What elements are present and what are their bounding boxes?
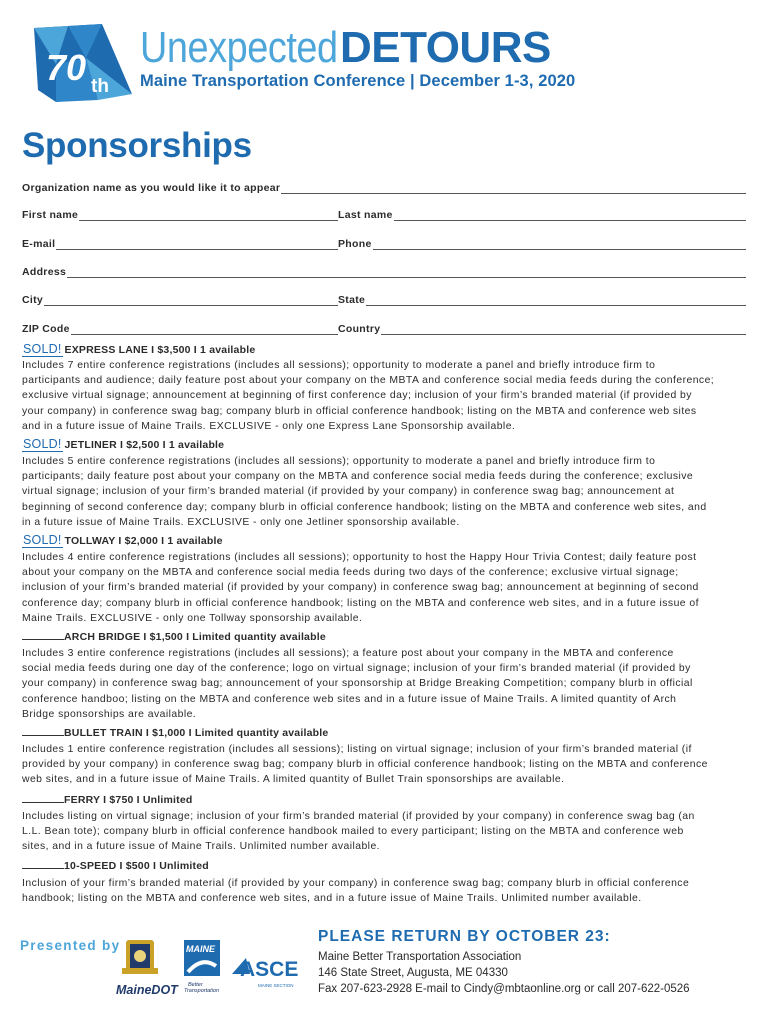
description-line: web sites, and in a future issue of Maine Trails. A limited quantity of Bullet Train sponsorships are available. xyxy=(22,774,565,786)
page-title: Sponsorships xyxy=(22,126,252,165)
description-line: Maine Trails. EXCLUSIVE - only one Tollway sponsorship available. xyxy=(22,612,363,624)
svg-text:MAINE: MAINE xyxy=(186,944,215,954)
description-line: conference handboo; listing on the MBTA and conference web sites and in a future issue of Maine Trails. A limited quantity of Arch xyxy=(22,693,677,705)
mbta-logo-icon xyxy=(184,940,220,994)
description-line: sites, and in a future issue of Maine Trails. Unlimited number available. xyxy=(22,841,381,853)
city-line[interactable] xyxy=(44,295,338,306)
state-label: State xyxy=(338,294,366,306)
svg-text:Transportation: Transportation xyxy=(184,988,220,994)
org-name-field[interactable] xyxy=(22,180,746,194)
description-line: your company) in conference swag bag; company blurb in official conference handbook; listing on the MBTA and conference web sites xyxy=(22,405,697,417)
country-field[interactable] xyxy=(338,321,746,335)
tier-description-tollway xyxy=(22,550,748,626)
city-field[interactable] xyxy=(22,292,338,306)
description-line: Includes 3 entire conference registrations (includes all sessions); a feature post about your company in the MBTA and conference xyxy=(22,648,674,659)
description-line: participants; daily feature post about your company on the MBTA and conference social media feeds during the conference; exclusive xyxy=(22,471,694,483)
phone-line[interactable] xyxy=(373,239,746,250)
quantity-blank[interactable] xyxy=(22,727,64,736)
return-address: 146 State Street, Augusta, ME 04330 xyxy=(318,967,508,979)
description-line: social media feeds during one day of the conference; logo on virtual signage; inclusion of your firm’s branded material (if provided by xyxy=(22,663,691,675)
state-line[interactable] xyxy=(366,295,746,306)
email-field[interactable] xyxy=(22,236,338,250)
svg-text:ASCE: ASCE xyxy=(240,958,299,981)
svg-text:MAINE SECTION: MAINE SECTION xyxy=(258,983,294,988)
description-line: L.L. Bean tote); company blurb in official conference handbook mailed to every participant; listing on the MBTA and conference web xyxy=(22,826,684,838)
description-line: about your company on the MBTA and conference social media feeds during two days of the conference; exclusive virtual signage; xyxy=(22,567,679,579)
quantity-blank[interactable] xyxy=(22,631,64,640)
tier-heading-jetliner xyxy=(22,437,224,451)
conference-logo-badge xyxy=(28,24,132,102)
org-name-line[interactable] xyxy=(281,183,746,194)
description-line: participants and audience; daily feature post about your company on the MBTA and conference social media feeds during the conference; xyxy=(22,375,715,387)
return-org-name: Maine Better Transportation Association xyxy=(318,951,522,963)
sponsor-logos xyxy=(112,932,302,1004)
tier-description-ferry xyxy=(22,809,748,855)
asce-logo-icon xyxy=(232,958,298,988)
conference-title xyxy=(140,23,551,72)
presented-by-label: Presented by xyxy=(20,938,121,953)
description-line: beginning of second conference day; company blurb in official conference handbook; listing on the MBTA and conference web sites, and xyxy=(22,501,707,513)
state-field[interactable] xyxy=(338,292,746,306)
description-line: Inclusion of your firm’s branded material (if provided by your company) in conference swag bag; company blurb in official conference xyxy=(22,878,690,889)
first-name-line[interactable] xyxy=(79,210,338,221)
tier-title: JETLINER I $2,500 I 1 available xyxy=(64,439,225,451)
conference-subtitle: Maine Transportation Conference | December 1-3, 2020 xyxy=(140,72,576,90)
tier-heading-tollway xyxy=(22,533,223,547)
description-line: Includes 4 entire conference registrations (includes all sessions); opportunity to host the Happy Hour Trivia Contest; daily feature post xyxy=(22,552,697,563)
last-name-line[interactable] xyxy=(394,210,746,221)
maine-seal-icon xyxy=(122,940,158,974)
tier-description-10-speed xyxy=(22,876,748,906)
conference-title-part1: Unexpected xyxy=(140,23,338,72)
tier-title: BULLET TRAIN I $1,000 I Limited quantity available xyxy=(64,727,329,739)
zip-field[interactable] xyxy=(22,321,338,335)
tier-description-bullet-train xyxy=(22,742,748,788)
address-field[interactable] xyxy=(22,264,746,278)
zip-label: ZIP Code xyxy=(22,323,70,335)
conference-title-part2: DETOURS xyxy=(340,23,551,72)
first-name-field[interactable] xyxy=(22,207,338,221)
tier-title: ARCH BRIDGE I $1,500 I Limited quantity available xyxy=(64,631,326,643)
country-label: Country xyxy=(338,323,381,335)
tier-description-jetliner xyxy=(22,454,748,530)
tier-heading-arch-bridge xyxy=(22,631,326,643)
sold-mark: SOLD! xyxy=(23,533,62,547)
description-line: handbook; listing on the MBTA and conference web sites, and in a future issue of Maine Trails. Unlimited number available. xyxy=(22,893,642,905)
maine-dot-logo-text: MaineDOT xyxy=(116,983,178,997)
tier-title: FERRY I $750 I Unlimited xyxy=(64,794,193,806)
last-name-field[interactable] xyxy=(338,207,746,221)
tier-heading-10-speed xyxy=(22,860,209,872)
description-line: and in a future issue of Maine Trails. EXCLUSIVE - only one Express Lane Sponsorship available. xyxy=(22,420,516,432)
phone-field[interactable] xyxy=(338,236,746,250)
quantity-blank[interactable] xyxy=(22,794,64,803)
description-line: Bridge sponsorships are available. xyxy=(22,708,197,720)
description-line: exclusive virtual signage; announcement at beginning of first conference day; inclusion of your firm’s branded material (if provided by xyxy=(22,390,692,402)
last-name-label: Last name xyxy=(338,209,393,221)
quantity-blank[interactable] xyxy=(22,860,64,869)
sold-mark: SOLD! xyxy=(23,437,62,451)
tier-title: TOLLWAY I $2,000 I 1 available xyxy=(64,535,223,547)
zip-line[interactable] xyxy=(71,324,338,335)
tier-description-express-lane xyxy=(22,358,748,434)
country-line[interactable] xyxy=(381,324,746,335)
email-label: E-mail xyxy=(22,238,56,250)
tier-heading-ferry xyxy=(22,794,193,806)
sold-mark: SOLD! xyxy=(23,342,62,356)
tier-heading-express-lane xyxy=(22,342,255,356)
badge-number: 70 xyxy=(46,47,87,88)
tier-title: 10-SPEED I $500 I Unlimited xyxy=(64,860,209,872)
description-line: conference day; company blurb in official conference handbook; listing on the MBTA and conference web sites, and in a future issue of xyxy=(22,597,699,609)
description-line: provided by your company) in conference swag bag; company blurb in official conference handbook; listing on the MBTA and conference xyxy=(22,759,708,771)
email-line[interactable] xyxy=(56,239,338,250)
description-line: your company) in conference swag bag; announcement of your sponsorship at Bridge Breaking Competition; company blurb in official xyxy=(22,678,693,690)
tier-title: EXPRESS LANE I $3,500 I 1 available xyxy=(64,344,256,356)
description-line: Includes 1 entire conference registration (includes all sessions); listing on virtual signage; inclusion of your firm’s branded material (if xyxy=(22,744,692,755)
description-line: virtual signage; inclusion of your firm’s branded material (if provided by your company) in conference swag bag; announcement at xyxy=(22,486,675,498)
description-line: inclusion of your firm’s branded material (if provided by your company) in conference swag bag; announcement at beginning of second xyxy=(22,582,699,594)
tier-description-arch-bridge xyxy=(22,646,748,722)
org-name-label: Organization name as you would like it to appear xyxy=(22,182,281,194)
return-contact[interactable]: Fax 207-623-2928 E-mail to Cindy@mbtaonline.org or call 207-622-0526 xyxy=(318,983,690,995)
badge-suffix: th xyxy=(91,76,109,97)
city-label: City xyxy=(22,294,44,306)
address-line[interactable] xyxy=(67,267,746,278)
description-line: Includes 5 entire conference registrations (includes all sessions); opportunity to moderate a panel and briefly introduce firm to xyxy=(22,456,656,467)
description-line: Includes listing on virtual signage; inclusion of your firm’s branded material (if provided by your company) in conference swag bag (an xyxy=(22,811,695,822)
description-line: in a future issue of Maine Trails. EXCLUSIVE - only one Jetliner sponsorship available. xyxy=(22,516,460,528)
address-label: Address xyxy=(22,266,67,278)
phone-label: Phone xyxy=(338,238,372,250)
tier-heading-bullet-train xyxy=(22,727,328,739)
svg-text:Better: Better xyxy=(188,982,203,988)
return-title: PLEASE RETURN BY OCTOBER 23: xyxy=(318,928,611,945)
first-name-label: First name xyxy=(22,209,79,221)
description-line: Includes 7 entire conference registrations (includes all sessions); opportunity to moderate a panel and briefly introduce firm to xyxy=(22,360,656,371)
